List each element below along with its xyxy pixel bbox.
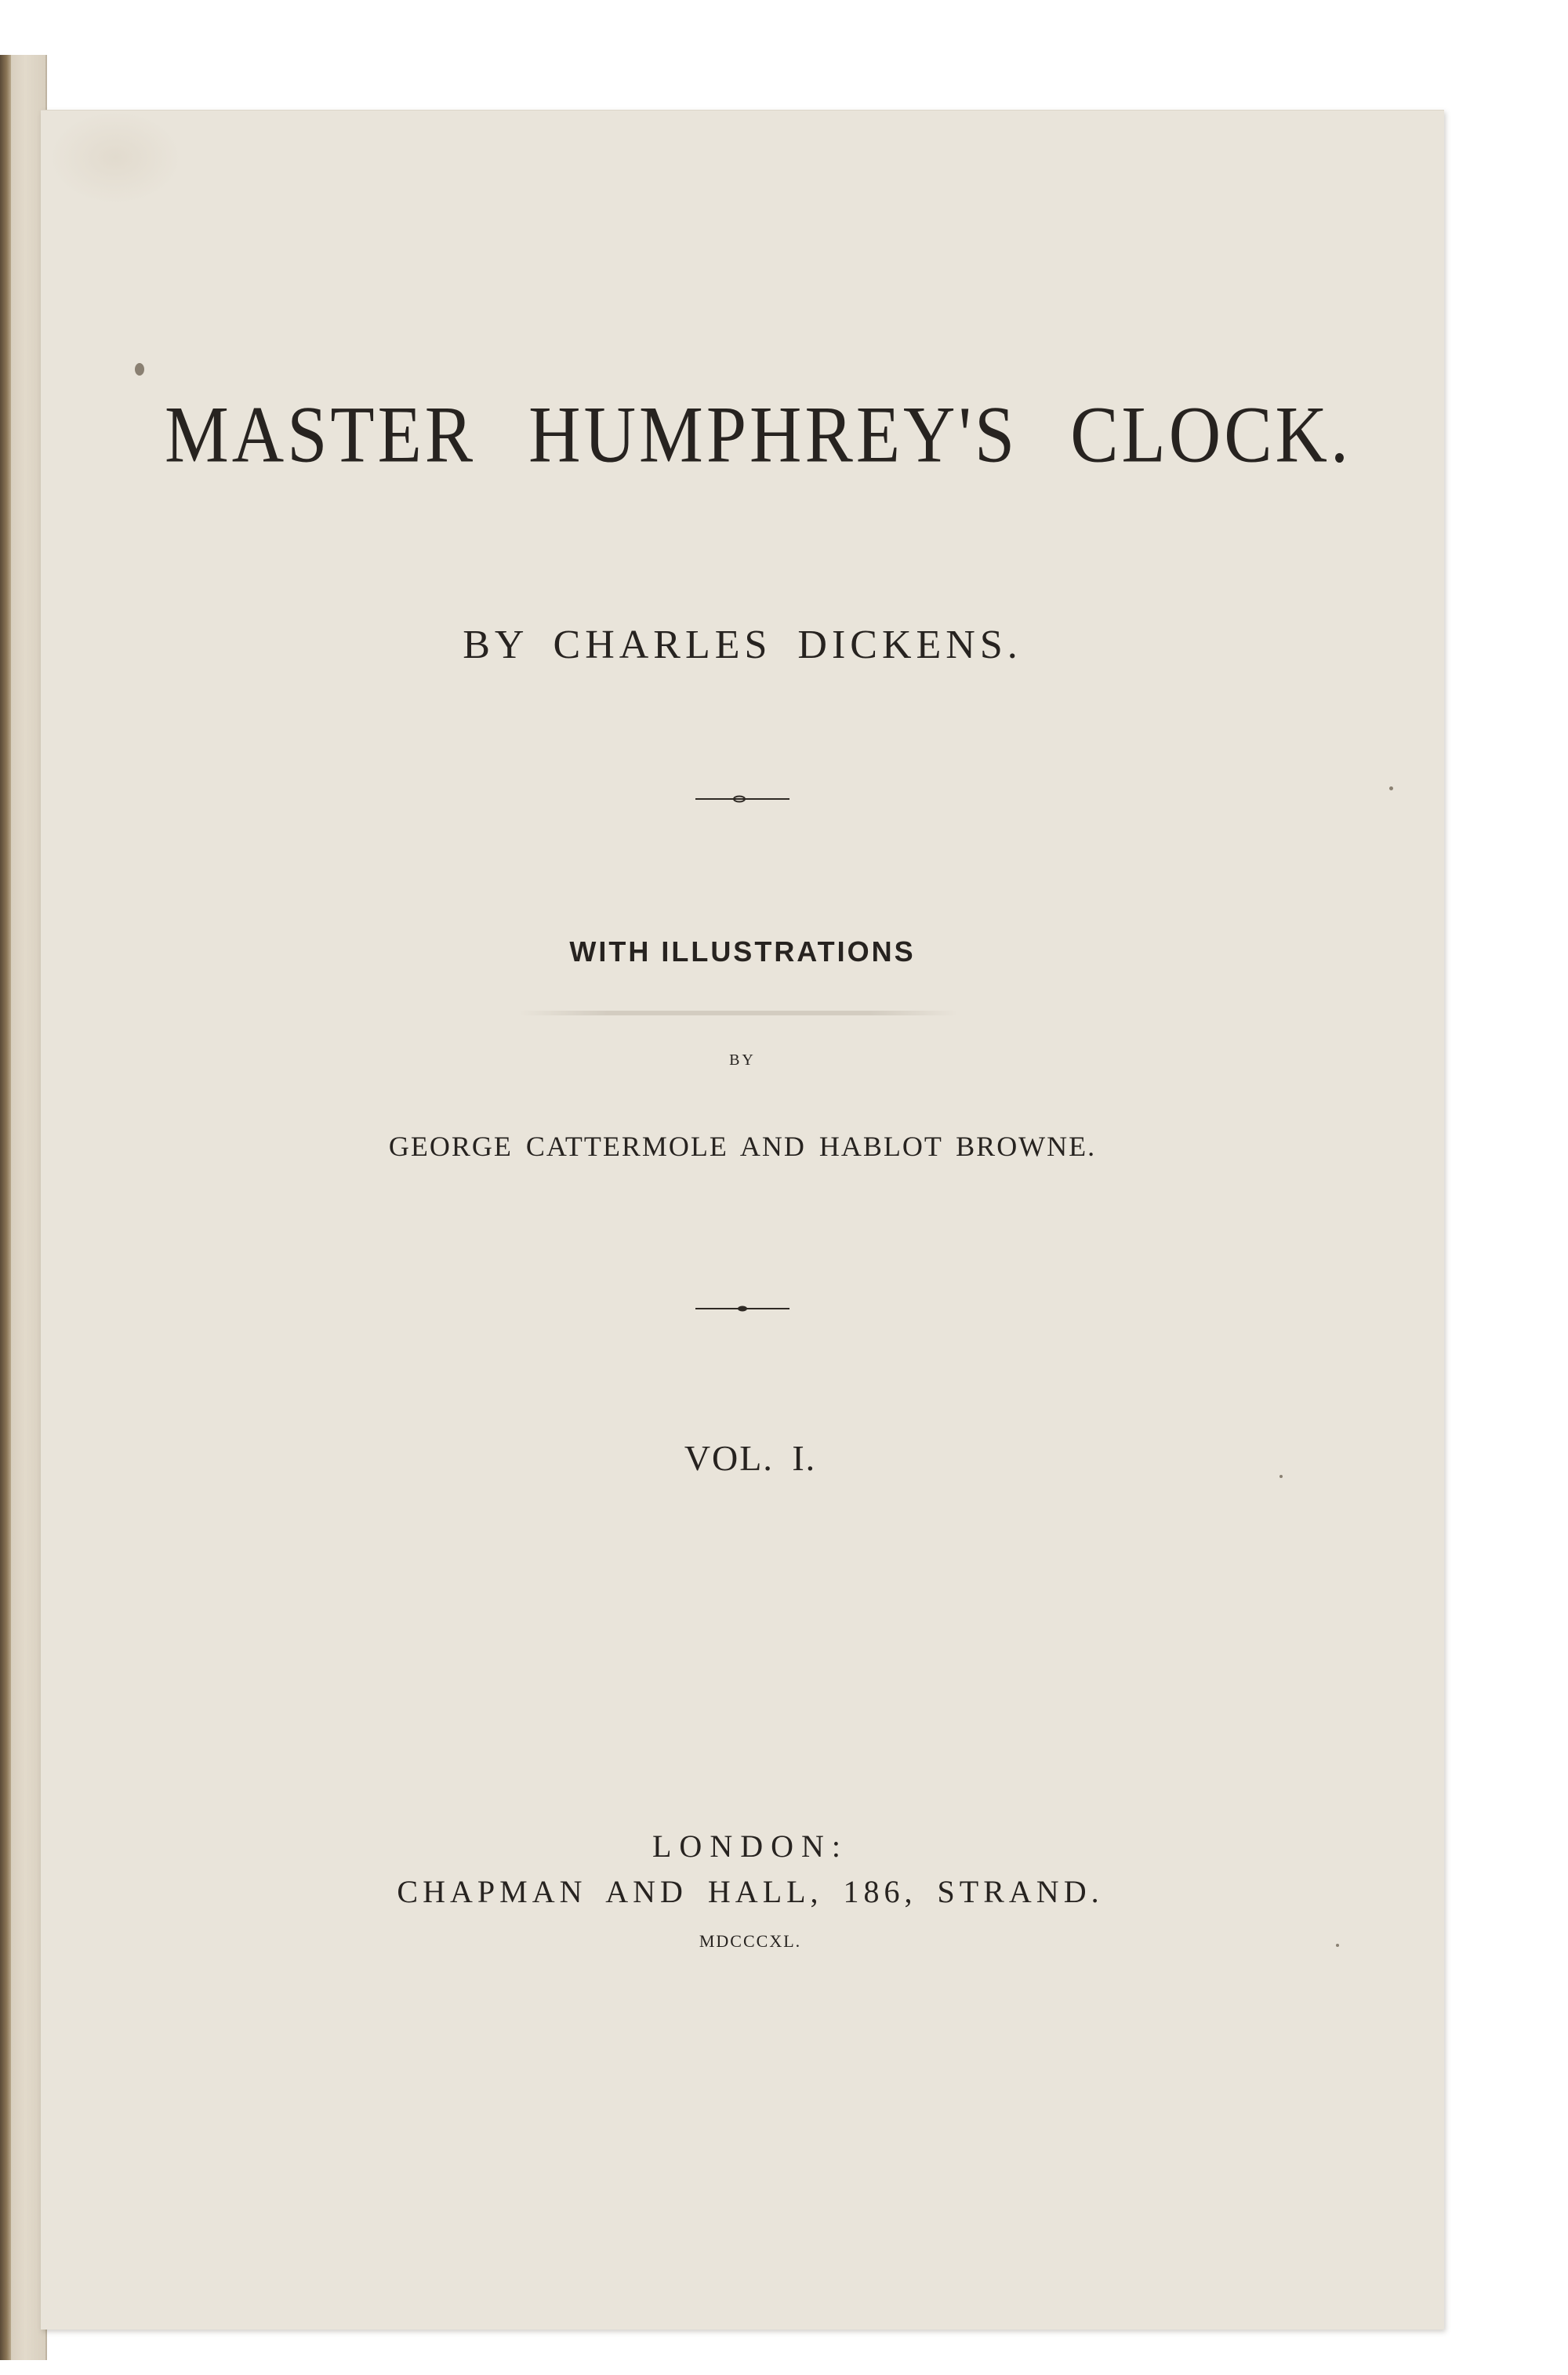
publication-year: MDCCCXL. bbox=[699, 1931, 802, 1951]
foxing-spot bbox=[1389, 786, 1393, 790]
publisher-line: CHAPMAN AND HALL, 186, STRAND. bbox=[397, 1874, 1104, 1909]
illustrations-by: BY bbox=[729, 1051, 756, 1069]
book-title: MASTER HUMPHREY'S CLOCK. bbox=[165, 389, 1352, 480]
paper-stain bbox=[49, 111, 182, 205]
ornamental-rule-icon bbox=[695, 1304, 789, 1313]
volume-number: VOL. I. bbox=[684, 1438, 817, 1478]
title-page bbox=[41, 110, 1444, 2330]
faded-print-line bbox=[519, 1011, 958, 1015]
foxing-spot bbox=[135, 363, 144, 376]
ornamental-rule-icon bbox=[695, 794, 789, 804]
book-binding bbox=[0, 55, 11, 2360]
author-line: BY CHARLES DICKENS. bbox=[463, 623, 1022, 667]
illustrators-line: GEORGE CATTERMOLE AND HABLOT BROWNE. bbox=[388, 1131, 1097, 1162]
imprint-city: LONDON: bbox=[652, 1828, 848, 1864]
illustrations-heading: WITH ILLUSTRATIONS bbox=[569, 935, 916, 968]
